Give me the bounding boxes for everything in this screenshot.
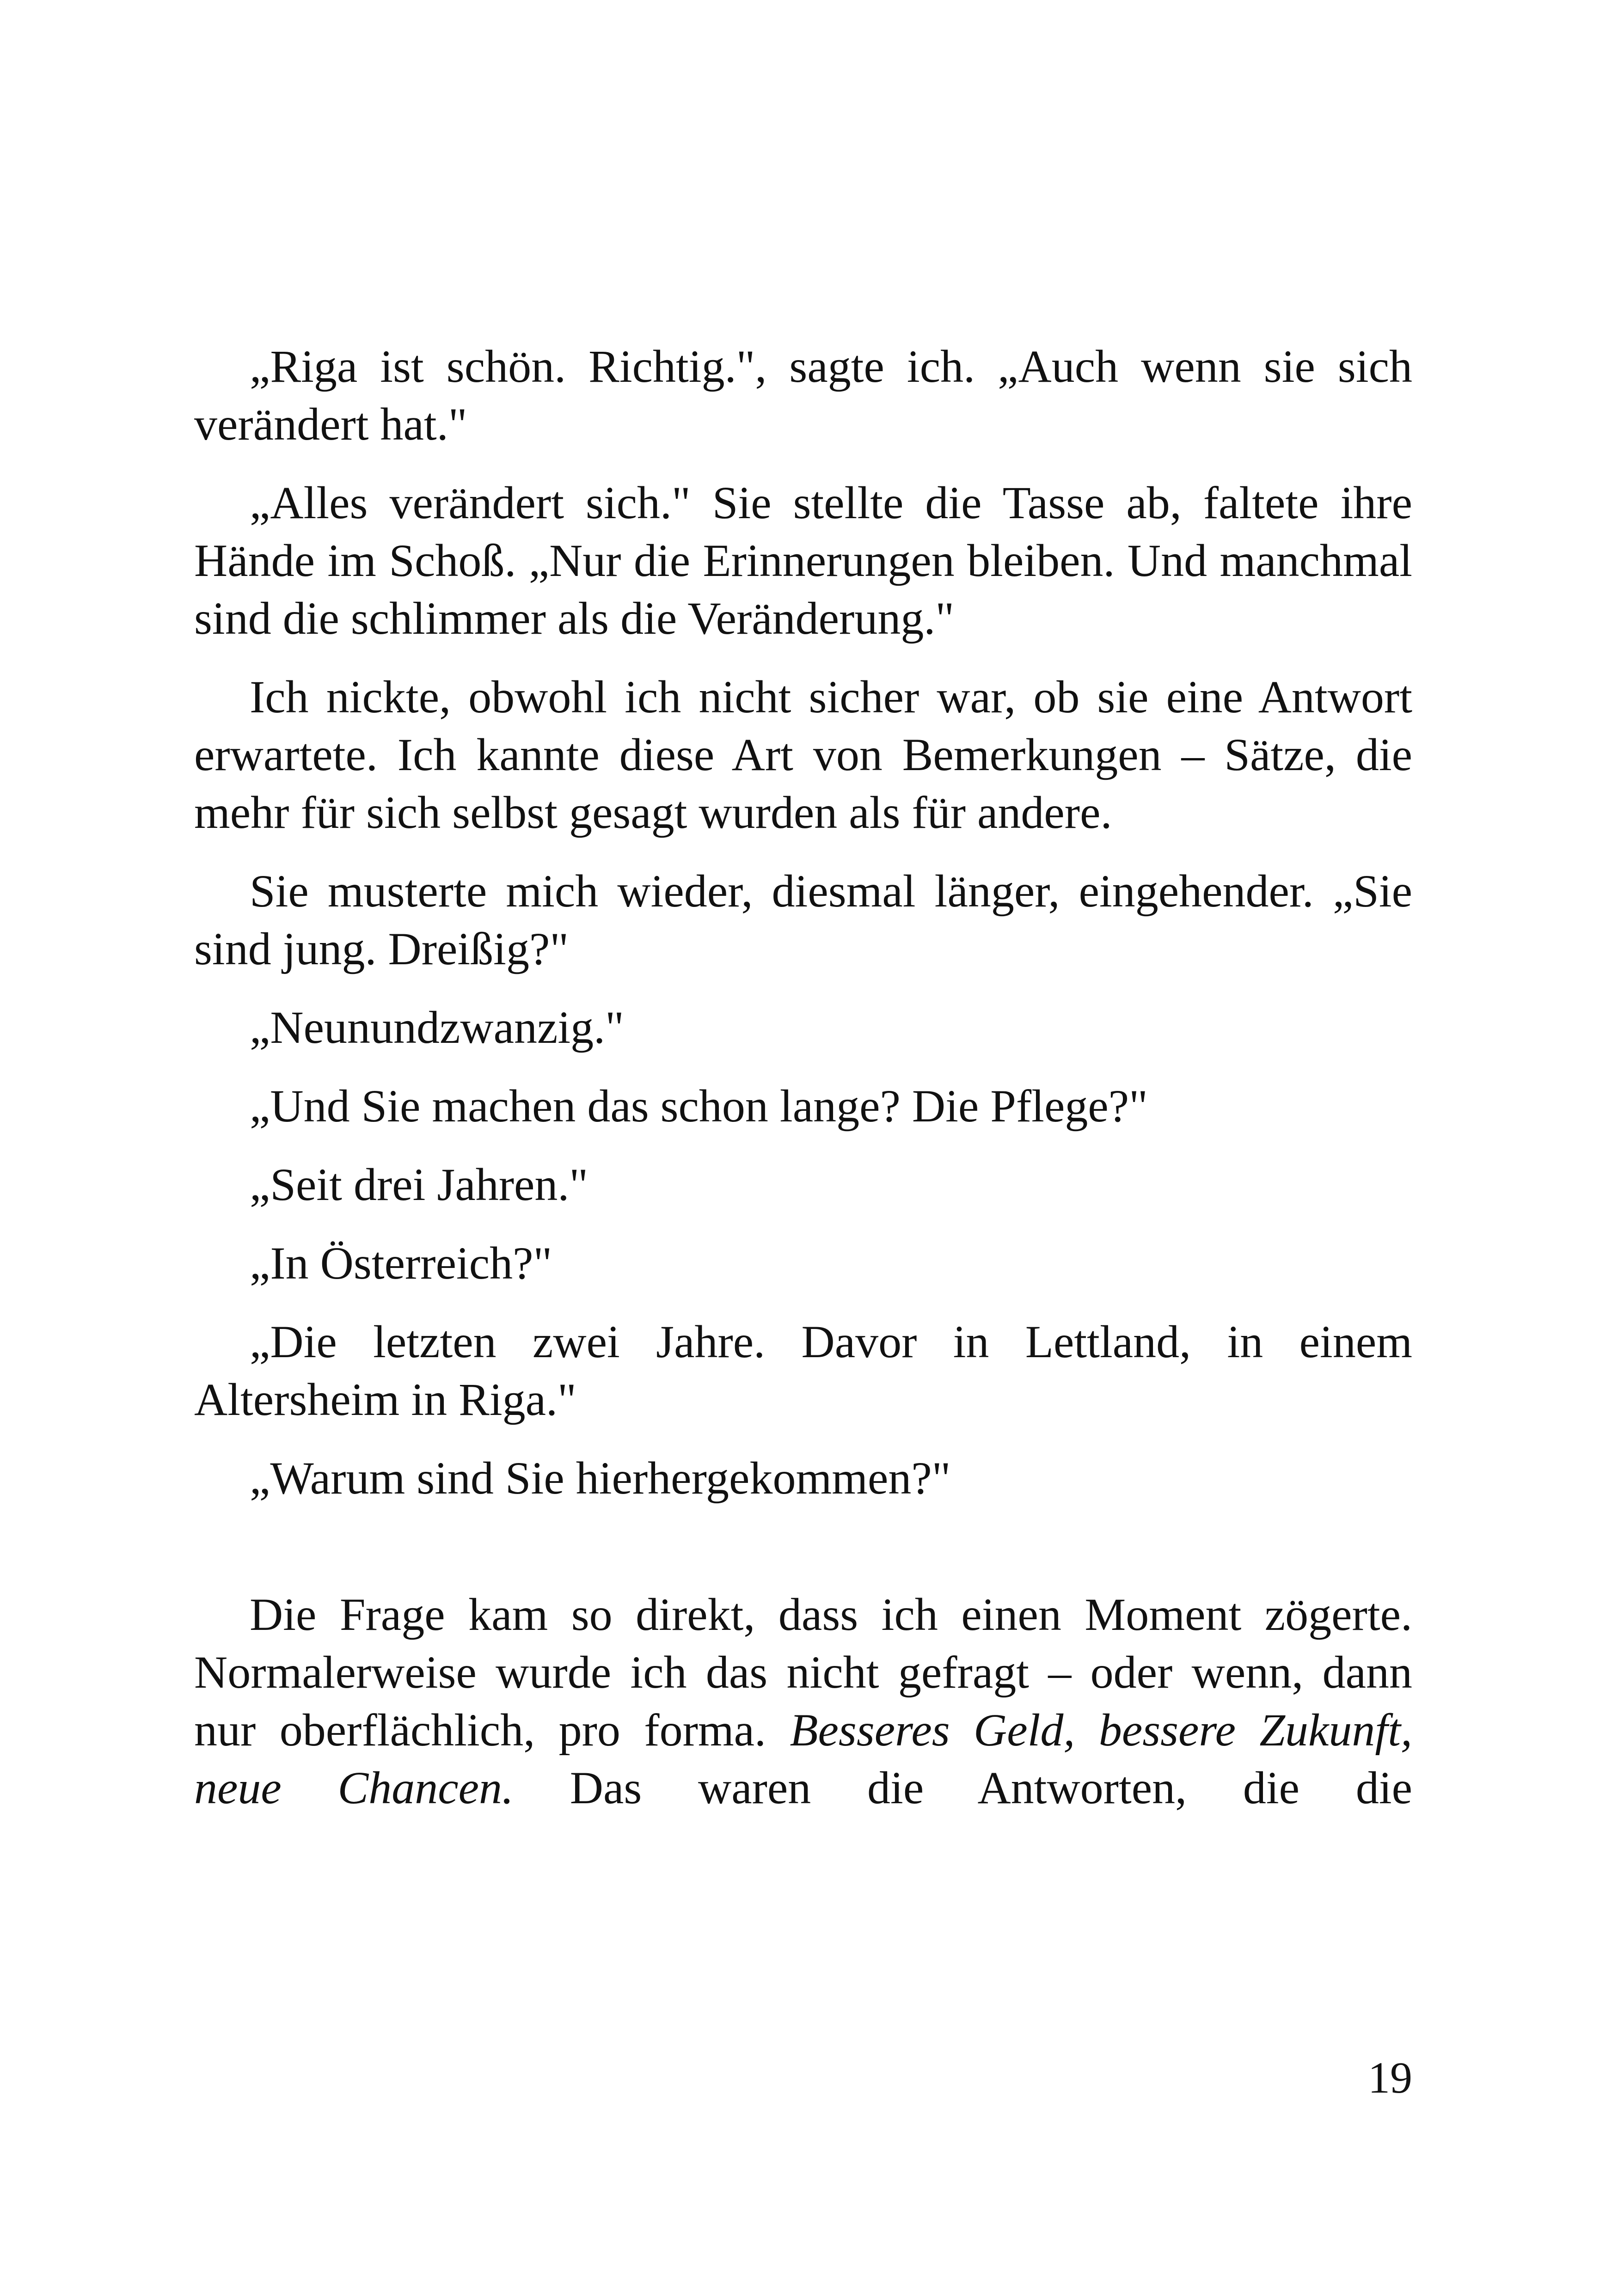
italic-phrase: Besseres Geld, bessere Zukunft, neue Chancen.	[194, 1704, 1412, 1813]
section-break	[194, 1507, 1412, 1586]
paragraph-text-start: Die Frage kam so direkt, dass ich einen Moment zögerte. Normalerweise wurde ich das nicht gefragt – oder wenn, dann nur oberflächlich, pro forma.	[194, 1589, 1412, 1756]
paragraph: „Riga ist schön. Richtig.", sagte ich. „Auch wenn sie sich verändert hat."	[194, 341, 1412, 450]
page-number: 19	[1368, 2053, 1412, 2102]
paragraph: „Seit drei Jahren."	[250, 1159, 588, 1210]
body-text	[194, 337, 1412, 1817]
paragraph: „Neunundzwanzig."	[250, 1002, 624, 1053]
paragraph: Ich nickte, obwohl ich nicht sicher war, ob sie eine Antwort erwartete. Ich kannte diese Art von Bemerkungen – Sätze, die mehr für sich selbst gesagt wurden als für andere.	[194, 671, 1412, 838]
paragraph: „Alles verändert sich." Sie stellte die Tasse ab, faltete ihre Hände im Schoß. „Nur die Erinnerungen bleiben. Und manchmal sind die schlimmer als die Veränderung."	[194, 477, 1412, 644]
paragraph: „Die letzten zwei Jahre. Davor in Lettland, in einem Altersheim in Riga."	[194, 1316, 1412, 1425]
paragraph: Sie musterte mich wieder, diesmal länger, eingehender. „Sie sind jung. Dreißig?"	[194, 865, 1412, 974]
paragraph: „Und Sie machen das schon lange? Die Pflege?"	[250, 1080, 1148, 1132]
paragraph-text-end: Das waren die Antworten, die die	[514, 1762, 1412, 1813]
paragraph: „In Österreich?"	[250, 1237, 552, 1289]
paragraph-continued	[194, 1586, 1412, 1817]
paragraph: „Warum sind Sie hierhergekommen?"	[250, 1452, 951, 1504]
